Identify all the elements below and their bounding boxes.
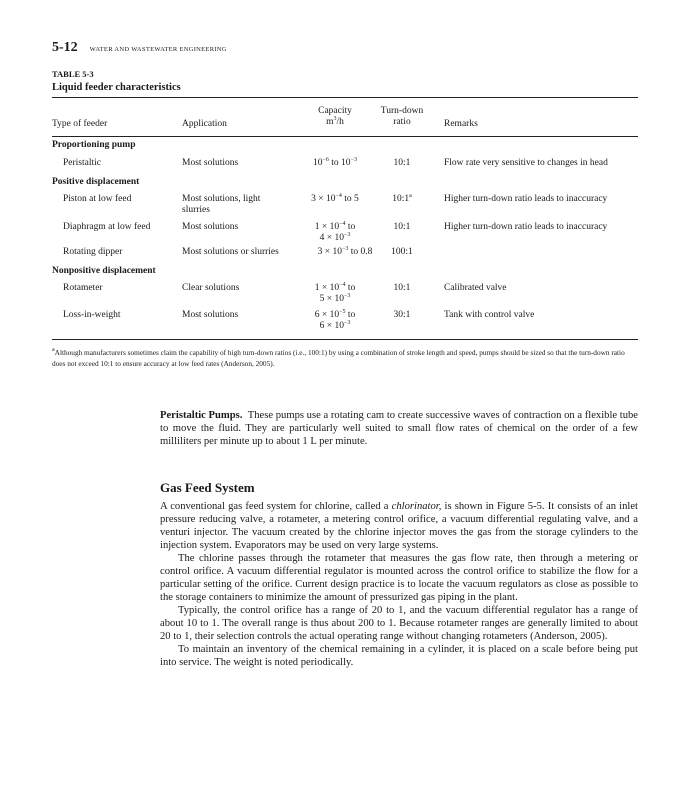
col-header-turndown-line2: ratio: [393, 117, 411, 127]
peristaltic-paragraph: [160, 409, 638, 448]
paragraph-text: These pumps use a rotating cam to create successive waves of contraction on a flexible tube to move the fluid. They are particularly well suited to small flow rates of chemical on the order of a few milliliters per minute up to about 1 L per minute.: [160, 410, 639, 447]
row-application: Most solutions: [182, 158, 239, 168]
col-header-capacity: [292, 106, 378, 128]
row-type: Rotating dipper: [63, 247, 123, 257]
page-number: 5-12: [52, 40, 78, 55]
group-proportioning-pump: Proportioning pump: [52, 140, 136, 150]
row-type: Piston at low feed: [63, 194, 132, 204]
col-header-capacity-unit: $m^3/h$: [326, 116, 344, 127]
footnote-mark: a: [52, 347, 55, 353]
row-application: Most solutions: [182, 310, 239, 320]
table-title: Liquid feeder characteristics: [52, 82, 181, 93]
table-top-rule: [52, 97, 638, 98]
running-head-title: WATER AND WASTEWATER ENGINEERING: [89, 46, 227, 53]
row-capacity: $1 \times 10^{-4}$ to $4 \times 10^{-3}$: [314, 221, 356, 243]
group-positive-displacement: Positive displacement: [52, 177, 140, 187]
paragraph: A conventional gas feed system for chlorine, called a chlorinator, is shown in Figure 5-5. It consists of an inlet pressure reducing valve, a rotameter, a metering control orifice, a vacuum differential regulating valve, and a venturi injector. The vacuum created by the chlorine injector moves the gas from the storage cylinders to the injection system. Evaporators may be used on very large systems.: [160, 501, 638, 551]
paragraph: Typically, the control orifice has a range of 20 to 1, and the vacuum differential regulator has a range of about 10 to 1. The overall range is thus about 200 to 1. Because rotameter ranges are generally limited to about 20 to 1, their selection controls the actual operating range without changing rotameters (Anderson, 2005).: [160, 605, 638, 642]
running-header: [52, 40, 227, 56]
footnote-mark: a: [409, 193, 412, 199]
table-label: TABLE 5-3: [52, 69, 94, 79]
row-application: Most solutions: [182, 222, 239, 232]
row-remarks: Tank with control valve: [444, 310, 535, 320]
row-remarks: Flow rate very sensitive to changes in head: [444, 158, 608, 168]
row-capacity: $3 \times 10^{-3}$ to 0.8: [317, 246, 373, 257]
row-capacity: $3 \times 10^{-4}$ to 5: [311, 193, 359, 204]
table-header-rule: [52, 136, 638, 137]
col-header-type: Type of feeder: [52, 119, 108, 129]
row-turndown: 100:1: [391, 247, 413, 257]
row-application: Most solutions, light slurries: [182, 194, 261, 215]
row-capacity: $10^{-6}$ to $10^{-3}$: [313, 157, 357, 168]
col-header-application: Application: [182, 119, 227, 129]
col-header-turndown: [374, 106, 430, 128]
paragraph: The chlorine passes through the rotameter that measures the gas flow rate, then through a metering or control orifice. A vacuum differential regulator is mounted across the control orifice to stabilize the flow for a particular setting of the orifice. Current design practice is to locate the vacuum regulators as close as possible to the storage containers to minimize the amount of pressurized gas piping in the plant.: [160, 553, 638, 603]
row-type: Loss-in-weight: [63, 310, 121, 320]
col-header-capacity-label: Capacity: [318, 106, 352, 116]
row-remarks: Calibrated valve: [444, 283, 507, 293]
row-remarks: Higher turn-down ratio leads to inaccuracy: [444, 194, 608, 204]
row-application: Most solutions or slurries: [182, 247, 279, 257]
row-turndown: 10:1: [393, 158, 411, 168]
row-type: Peristaltic: [63, 158, 101, 168]
col-header-remarks: Remarks: [444, 119, 478, 129]
row-turndown: 30:1: [393, 310, 411, 320]
row-type: Diaphragm at low feed: [63, 222, 151, 232]
gas-feed-body: [160, 500, 638, 669]
row-turndown: 10:1: [393, 222, 411, 232]
row-type: Rotameter: [63, 283, 103, 293]
row-application: Clear solutions: [182, 283, 240, 293]
term-chlorinator: chlorinator,: [391, 501, 442, 512]
table-bottom-rule: [52, 339, 638, 340]
paragraph: To maintain an inventory of the chemical remaining in a cylinder, it is placed on a scale before being put into service. The weight is noted periodically.: [160, 644, 638, 668]
col-header-turndown-line1: Turn-down: [380, 106, 424, 116]
runin-heading: Peristaltic Pumps.: [160, 410, 243, 421]
row-remarks: Higher turn-down ratio leads to inaccuracy: [444, 222, 608, 232]
row-turndown: 10:1: [393, 283, 411, 293]
section-heading: Gas Feed System: [160, 480, 255, 495]
footnote-text: Although manufacturers sometimes claim the capability of high turn-down ratios (i.e., 100:1) by using a combination of stroke length and speed, pumps should be sized so that the turn-down ratio does not exceed 10:1 to ensure accuracy at low feed rates (Anderson, 2005).: [52, 348, 625, 368]
row-turndown: 10:1$^a$: [392, 193, 412, 204]
group-nonpositive-displacement: Nonpositive displacement: [52, 266, 156, 276]
row-capacity: $1 \times 10^{-4}$ to $5 \times 10^{-3}$: [314, 282, 356, 304]
row-capacity: $6 \times 10^{-5}$ to $6 \times 10^{-3}$: [314, 309, 356, 331]
table-footnote: [52, 347, 638, 369]
